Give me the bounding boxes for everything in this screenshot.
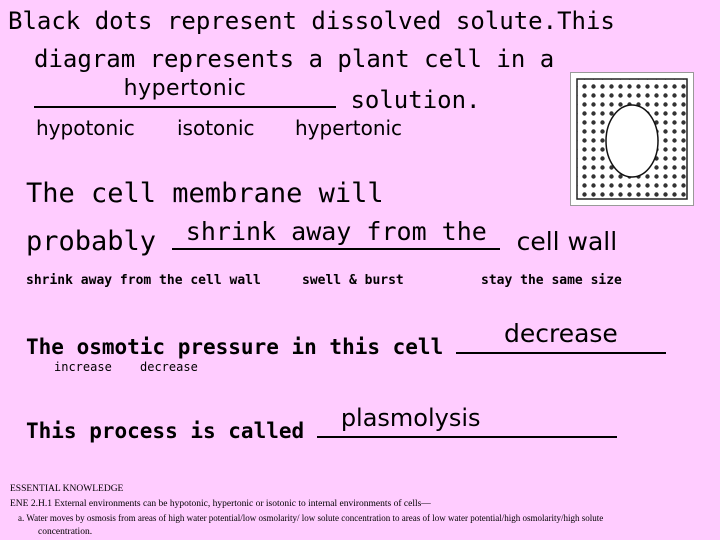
plant-cell-diagram	[570, 72, 694, 206]
q3-line	[26, 319, 666, 359]
q1-option-hypotonic: hypotonic	[36, 116, 135, 140]
footer-heading: ESSENTIAL KNOWLEDGE	[10, 484, 124, 494]
q3-text: The osmotic pressure in this cell	[26, 335, 444, 359]
q3-option-increase: increase	[54, 360, 112, 374]
q3-blank[interactable]	[456, 319, 666, 354]
shrunken-membrane	[606, 105, 658, 177]
q4-text: This process is called	[26, 419, 305, 443]
q2-option-same: stay the same size	[481, 273, 622, 288]
q2-blank[interactable]	[172, 217, 500, 250]
q3-answer: decrease	[503, 319, 618, 348]
q1-blank[interactable]	[34, 76, 336, 108]
q1-answer-line	[34, 76, 481, 115]
q3-option-decrease: decrease	[140, 360, 198, 374]
q1-option-isotonic: isotonic	[177, 116, 255, 140]
q1-line1: Black dots represent dissolved solute.This	[8, 7, 615, 35]
footer-line1: ENE 2.H.1 External environments can be hypotonic, hypertonic or isotonic to internal environments of cells—	[10, 499, 431, 509]
footer-line3: concentration.	[38, 527, 93, 537]
q1-option-hypertonic: hypertonic	[295, 116, 403, 140]
cell-dots-svg	[571, 73, 693, 205]
q1-suffix: solution.	[350, 86, 481, 114]
q2-answer: shrink away from the	[185, 217, 487, 246]
q4-answer: plasmolysis	[340, 404, 481, 432]
q1-line2: diagram represents a plant cell in a	[34, 45, 555, 73]
q2-answer-tail: cell wall	[516, 227, 618, 256]
q2-option-swell: swell & burst	[302, 273, 404, 288]
q2-prefix: probably	[26, 226, 157, 257]
footer-line2: a. Water moves by osmosis from areas of high water potential/low osmolarity/ low solute concentration to areas of low water potential/high osmolarity/high solute	[18, 513, 604, 523]
q4-line	[26, 404, 617, 443]
q1-answer: hypertonic	[123, 76, 247, 101]
q2-option-shrink: shrink away from the cell wall	[26, 273, 261, 288]
q2-line1: The cell membrane will	[26, 178, 384, 209]
q4-blank[interactable]	[317, 404, 617, 438]
q2-answer-line	[26, 217, 618, 257]
